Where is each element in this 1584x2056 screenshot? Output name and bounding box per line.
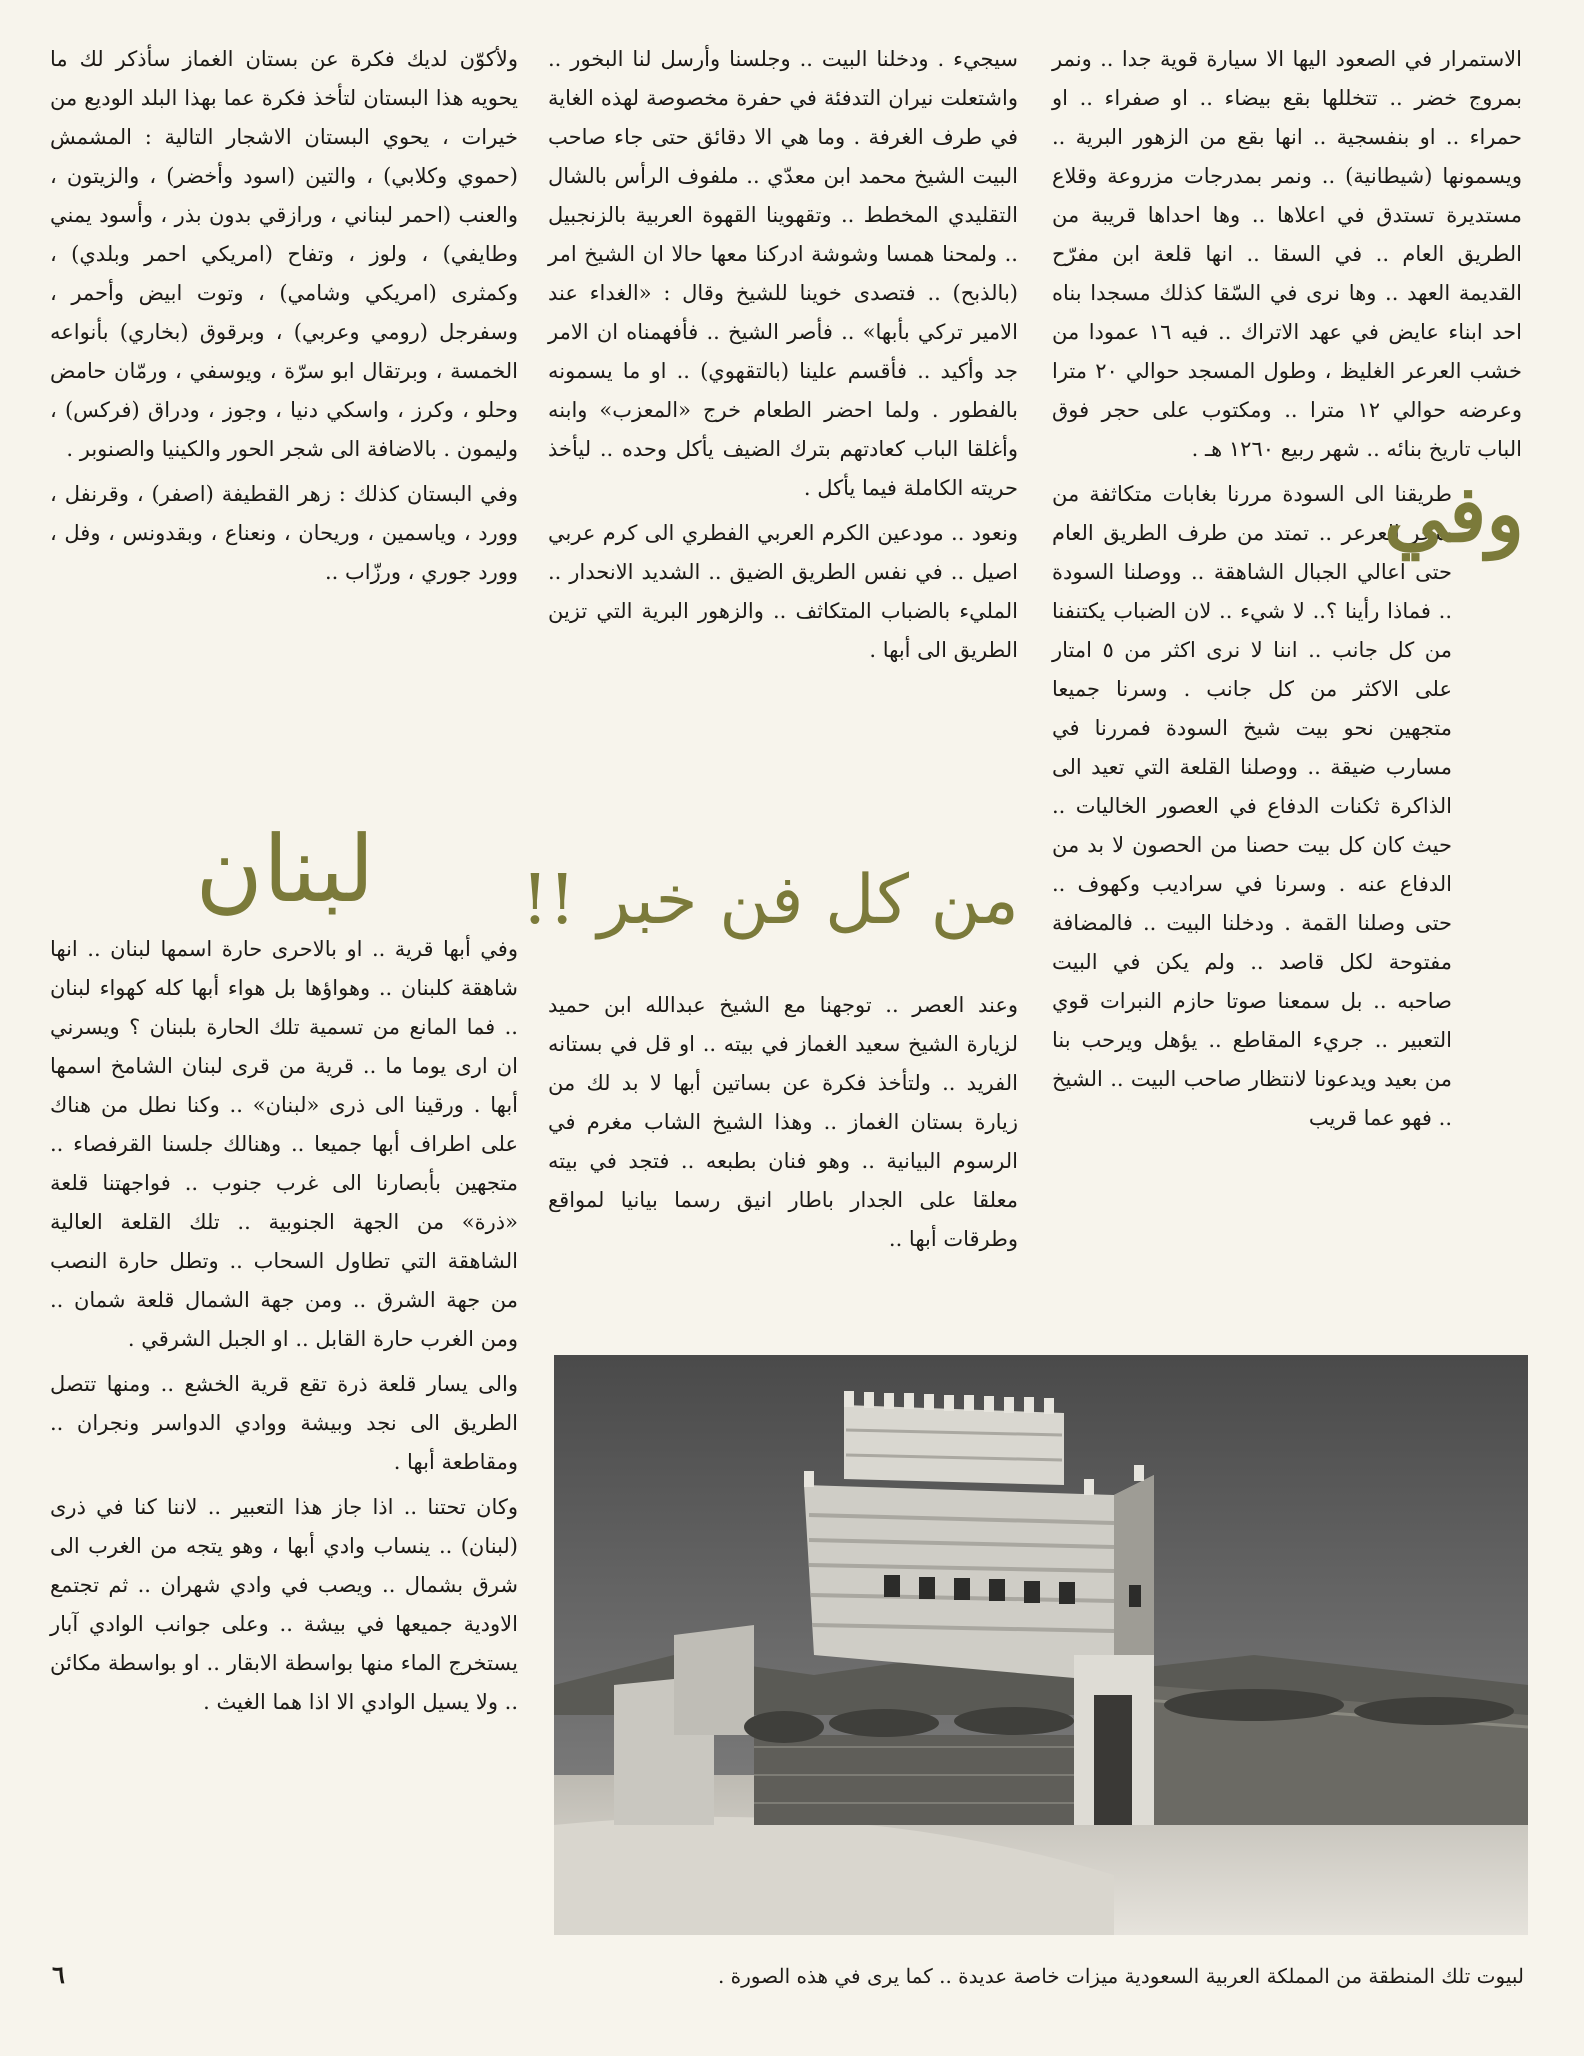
paragraph: ونعود .. مودعين الكرم العربي الفطري الى كرم عربي اصيل .. في نفس الطريق الضيق .. الشديد الانحدار .. المليء بالضباب المتكاثف .. والزهور البرية التي تزين الطريق الى أبها . (548, 521, 1018, 662)
page-number: ٦ (52, 1960, 65, 1989)
paragraph: الاستمرار في الصعود اليها الا سيارة قوية جدا .. ونمر بمروج خضر .. تتخللها بقع بيضاء .. او صفراء .. او حمراء .. او بنفسجية .. انها بقع من الزهور البرية .. ويسمونها (شيطانية) .. ونمر بمدرجات مزروعة وقلاع مستديرة تستدق في اعلاها .. وها احداها قريبة من الطريق العام .. في السقا .. انها قلعة ابن مفرّح القديمة العهد .. وها نرى في السّقا كذلك مسجدا بناه احد ابناء عايض في عهد الاتراك .. فيه ١٦ عمودا من خشب العرعر الغليظ ، وطول المسجد حوالي ٢٠ مترا وعرضه حوالي ١٢ مترا .. ومكتوب على حجر فوق الباب تاريخ بنائه .. شهر ربيع ١٢٦٠ هـ . (1052, 47, 1522, 461)
paragraph: ولأكوّن لديك فكرة عن بستان الغماز سأذكر لك ما يحويه هذا البستان لتأخذ فكرة عما بهذا البلد الوديع من خيرات ، يحوي البستان الاشجار التالية : المشمش (حموي وكلابي) ، والتين (اسود وأخضر) ، والزيتون ، والعنب (احمر لبناني ، ورازقي بدون بذر ، وأسود يمني وطايفي) ، ولوز ، وتفاح (امريكي احمر وبلدي) ، وكمثرى (امريكي وشامي) ، وتوت ابيض وأحمر ، وسفرجل (رومي وعربي) ، وبرقوق (بخاري) بأنواعه الخمسة ، وبرتقال ابو سرّة ، ويوسفي ، ورمّان حامض وحلو ، وكرز ، واسكي دنيا ، وجوز ، ودراق (فركس) ، وليمون . بالاضافة الى شجر الحور والكينيا والصنوبر . (50, 47, 518, 461)
photo-illustration (554, 1355, 1528, 1935)
paragraph: وكان تحتنا .. اذا جاز هذا التعبير .. لاننا كنا في ذرى (لبنان) .. ينساب وادي أبها ، وهو يتجه من الغرب الى شرق بشمال .. ويصب في وادي شهران .. ثم تجتمع الاودية جميعها في بيشة .. وعلى جوانب الوادي آبار يستخرج الماء منها بواسطة الابقار .. او بواسطة مكائن .. ولا يسيل الوادي الا اذا هما الغيث . (50, 1495, 518, 1714)
article-column-right (1052, 40, 1522, 1138)
paragraph: وفي أبها قرية .. او بالاحرى حارة اسمها لبنان .. انها شاهقة كلبنان .. وهواؤها بل هواء أبها كله كهواء لبنان .. فما المانع من تسمية تلك الحارة بلبنان ؟ ويسرني ان ارى يوما ما .. قرية من قرى لبنان الشامخ اسمها أبها . ورقينا الى ذرى «لبنان» .. وكنا نطل من هناك على اطراف أبها جميعا .. وهنالك جلسنا القرفصاء .. متجهين بأبصارنا الى غرب جنوب .. فواجهتنا قلعة «ذرة» من الجهة الجنوبية .. تلك القلعة العالية الشاهقة التي تطاول السحاب .. وتطل حارة النصب من جهة الشرق .. ومن جهة الشمال قلعة شمان .. ومن الغرب حارة القابل .. او الجبل الشرقي . (50, 937, 518, 1351)
paragraph: والى يسار قلعة ذرة تقع قرية الخشع .. ومنها تتصل الطريق الى نجد وبيشة ووادي الدواسر ونجران .. ومقاطعة أبها . (50, 1372, 518, 1474)
article-column-left-bottom (50, 930, 518, 1722)
article-column-middle-bottom (548, 986, 1018, 1259)
article-column-middle (548, 40, 1018, 670)
section-headline-news: من كل فن خبر !! (521, 861, 1019, 940)
dropcap-paragraph (1052, 469, 1524, 1138)
article-column-left (50, 40, 518, 592)
paragraph: وفي البستان كذلك : زهر القطيفة (اصفر) ، وقرنفل ، وورد ، وياسمين ، وريحان ، ونعناع ، وبقدونس ، وفل ، وورد جوري ، ورزّاب .. (50, 482, 518, 584)
paragraph-text: طريقنا الى السودة مررنا بغابات متكاثفة من شجر العرعر .. تمتد من طرف الطريق العام حتى اعالي الجبال الشاهقة .. ووصلنا السودة .. فماذا رأينا ؟.. لا شيء .. لان الضباب يكتنفنا من كل جانب .. اننا لا نرى اكثر من ٥ امتار على الاكثر من كل جانب . وسرنا جميعا متجهين نحو بيت شيخ السودة فمررنا في مسارب ضيقة .. ووصلنا القلعة التي تعيد الى الذاكرة ثكنات الدفاع في العصور الخاليات .. حيث كان كل بيت حصنا من الحصون لا بد من الدفاع عنه . وسرنا في سراديب وكهوف .. حتى وصلنا القمة . ودخلنا البيت .. فالمضافة مفتوحة لكل قاصد .. ولم يكن في البيت صاحبه .. بل سمعنا صوتا حازم النبرات قوي التعبير .. جريء المقاطع .. يؤهل ويرحب بنا من بعيد ويدعونا لانتظار صاحب البيت .. الشيخ .. فهو عما قريب (1052, 482, 1452, 1130)
paragraph: وعند العصر .. توجهنا مع الشيخ عبدالله ابن حميد لزيارة الشيخ سعيد الغماز في بيته .. او قل في بستانه الفريد .. ولتأخذ فكرة عن بساتين أبها لا بد لك من زيارة بستان الغماز .. وهذا الشيخ الشاب مغرم في الرسوم البيانية .. وهو فنان بطبعه .. فتجد في بيته معلقا على الجدار باطار انيق رسما بيانيا لمواقع وطرقات أبها .. (548, 993, 1018, 1251)
paragraph: سيجيء . ودخلنا البيت .. وجلسنا وأرسل لنا البخور .. واشتعلت نيران التدفئة في حفرة مخصوصة لهذه الغاية في طرف الغرفة . وما هي الا دقائق حتى جاء صاحب البيت الشيخ محمد ابن معدّي .. ملفوف الرأس بالشال التقليدي المخطط .. وتقهوينا القهوة العربية بالزنجبيل .. ولمحنا همسا وشوشة ادركنا معها حالا ان الشيخ امر (بالذبح) .. فتصدى خوينا للشيخ وقال : «الغداء عند الامير تركي بأبها» .. فأصر الشيخ .. فأفهمناه ان الامر جد وأكيد .. فأقسم علينا (بالتقهوي) .. او ما يسمونه بالفطور . ولما احضر الطعام خرج «المعزب» وابنه وأغلقا الباب كعادتهم بترك الضيف يأكل وحده .. ليأخذ حريته الكاملة فيما يأكل . (548, 47, 1018, 500)
section-headline-lebanon: لبنان (195, 816, 375, 923)
photo-caption: لبيوت تلك المنطقة من المملكة العربية السعودية ميزات خاصة عديدة .. كما يرى في هذه الصورة . (717, 1964, 1524, 1988)
dropcap: وفي (1384, 469, 1524, 560)
photo-stone-house (554, 1355, 1528, 1935)
